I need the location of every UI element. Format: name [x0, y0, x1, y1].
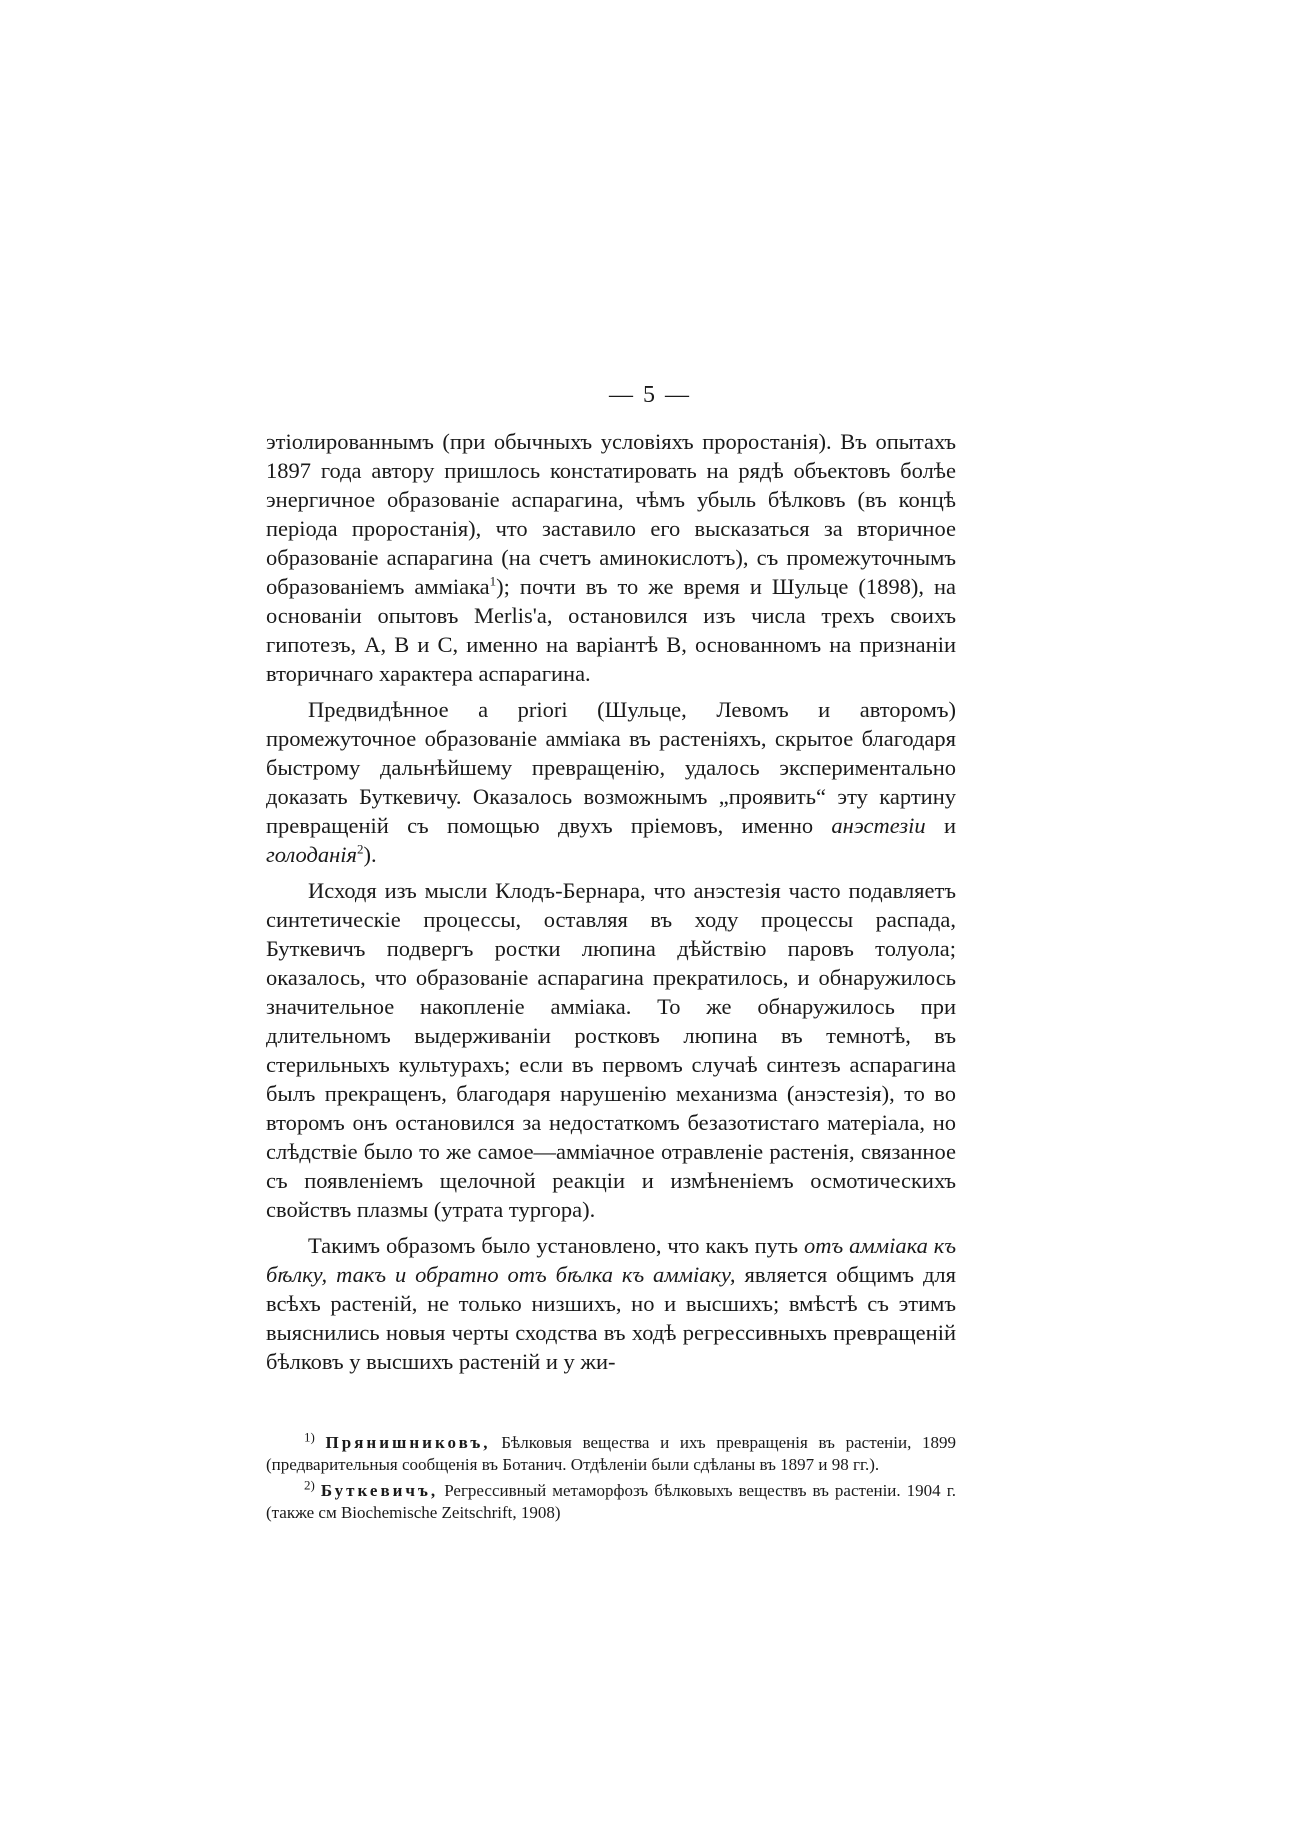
footnote-1-author: Прянишниковъ, — [325, 1433, 491, 1452]
paragraph-1: этіолированнымъ (при обычныхъ условіяхъ проростанія). Въ опытахъ 1897 года автору пришлось констатировать на рядѣ объектовъ болѣе энергичное образованіе аспарагина, чѣмъ убыль бѣлковъ (въ концѣ періода проростанія), что заставило его высказаться за вторичное образованіе аспарагина (на счетъ аминокислотъ), съ промежуточнымъ образованіемъ амміака$^1$); почти въ то же время и Шульце (1898), на основаніи опытовъ Merlis'а, остановился изъ числа трехъ своихъ гипотезъ, А, В и С, именно на варіантѣ В, основанномъ на признаніи вторичнаго характера аспарагина. — [266, 429, 956, 686]
term-anesthesia: анэстезіи — [831, 813, 926, 838]
footnote-1: $^{1)}$ Прянишниковъ, Бѣлковыя вещества и ихъ превращенія въ растеніи, 1899 (предварительныя сообщенія въ Ботанич. Отдѣленіи были сдѣланы въ 1897 и 98 гг.). — [266, 1429, 957, 1474]
main-text — [266, 427, 956, 1376]
footnotes — [266, 1429, 957, 1528]
paragraph-3: Исходя изъ мысли Клодъ-Бернара, что анэстезія часто подавляетъ синтетическіе процессы, оставляя въ ходу процессы распада, Буткевичъ подвергъ ростки люпина дѣйствію паровъ толуола; оказалось, что образованіе аспарагина прекратилось, и обнаружилось значительное накопленіе амміака. То же обнаружилось при длительномъ выдерживаніи ростковъ люпина въ темнотѣ, въ стерильныхъ культурахъ; если въ первомъ случаѣ синтезъ аспарагина былъ прекращенъ, благодаря нарушенію механизма (анэстезія), то во второмъ онъ остановился за недостаткомъ безазотистаго матеріала, но слѣдствіе было то же самое—амміачное отравленіе растенія, связанное съ появленіемъ щелочной реакціи и измѣненіемъ осмотическихъ свойствъ плазмы (утрата тургора). — [266, 878, 956, 1222]
paragraph-4: Такимъ образомъ было установлено, что какъ путь отъ амміака къ бѣлку, такъ и обратно отъ бѣлка къ амміаку, является общимъ для всѣхъ растеній, не только низшихъ, но и высшихъ; вмѣстѣ съ этимъ выяснились новыя черты сходства въ ходѣ регрессивныхъ превращеній бѣлковъ у высшихъ растеній и у жи- — [266, 1233, 956, 1374]
emphasis-ammonia-protein: отъ амміака къ бѣлку, такъ и обратно отъ бѣлка къ амміаку, — [266, 1233, 956, 1287]
footnote-2: $^{2)}$ Буткевичъ, Регрессивный метаморфозъ бѣлковыхъ веществъ въ растеніи. 1904 г. (также см Biochemische Zeitschrift, 1908) — [266, 1477, 956, 1522]
page-number: — 5 — — [609, 382, 691, 408]
paragraph-2: Предвидѣнное a priori (Шульце, Левомъ и авторомъ) промежуточное образованіе амміака въ растеніяхъ, скрытое благодаря быстрому дальнѣйшему превращенію, удалось экспериментально доказать Буткевичу. Оказалось возможнымъ „проявить“ эту картину превращеній съ помощью двухъ пріемовъ, именно анэстезіи и голоданія$^2$). — [266, 697, 957, 867]
footnote-ref-2: 2 — [357, 841, 364, 857]
footnote-2-author: Буткевичъ, — [320, 1481, 439, 1500]
footnote-ref-1: 1 — [489, 573, 497, 589]
term-starvation: голоданія — [266, 842, 358, 867]
